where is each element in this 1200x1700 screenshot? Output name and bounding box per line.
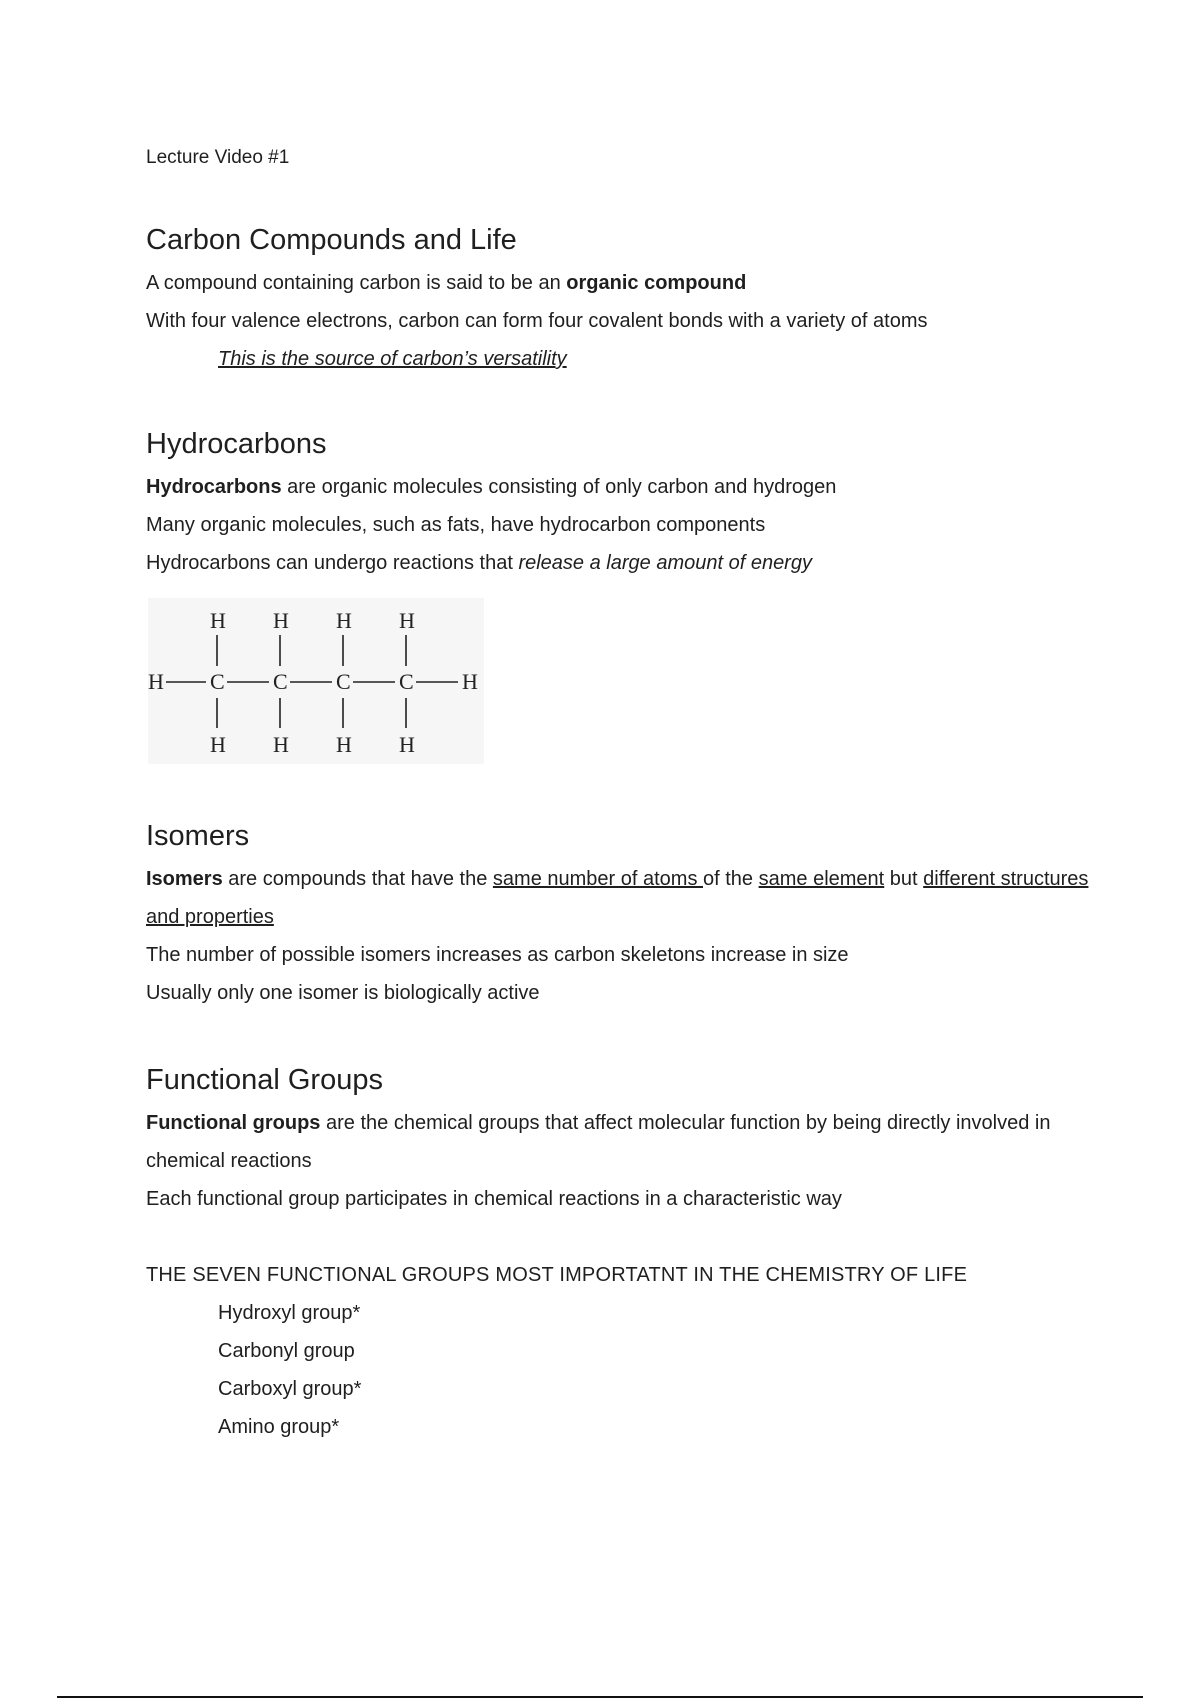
section-title: Hydrocarbons <box>146 428 327 460</box>
hydrogen-atom: H <box>210 608 226 633</box>
hydrogen-atom: H <box>336 732 352 757</box>
text: Hydrocarbons can undergo reactions that <box>146 552 519 574</box>
functional-group-list <box>146 1294 1096 1446</box>
section-hydrocarbons <box>146 426 1096 582</box>
bold-term: organic compound <box>566 272 747 294</box>
bold-term: Isomers <box>146 868 223 890</box>
section-title: Isomers <box>146 820 250 852</box>
bold-term: Hydrocarbons <box>146 476 282 498</box>
text: are compounds that have the <box>222 868 493 890</box>
paragraph: Usually only one isomer is biologically active <box>146 982 540 1004</box>
hydrogen-atom: H <box>148 669 164 694</box>
lecture-label: Lecture Video #1 <box>146 147 290 168</box>
paragraph: Many organic molecules, such as fats, have hydrocarbon components <box>146 514 766 536</box>
emphasis-text: This is the source of carbon’s versatility <box>218 348 567 370</box>
list-item: Hydroxyl group* <box>218 1302 361 1324</box>
paragraph <box>146 264 1096 302</box>
paragraph: Each functional group participates in chemical reactions in a characteristic way <box>146 1188 842 1210</box>
section-title: Functional Groups <box>146 1064 383 1096</box>
list-item: Carbonyl group <box>218 1340 355 1362</box>
paragraph <box>146 860 1096 936</box>
section-isomers <box>146 818 1096 1012</box>
butane-structural-formula <box>148 598 484 764</box>
carbon-atom: C <box>336 669 351 694</box>
carbon-atom: C <box>273 669 288 694</box>
hydrogen-atom: H <box>273 608 289 633</box>
hydrogen-atom: H <box>210 732 226 757</box>
section-title: Carbon Compounds and Life <box>146 224 517 256</box>
hydrogen-atom: H <box>336 608 352 633</box>
text: are the chemical groups that affect molecular function by being directly involved in chemical reactions <box>146 1112 1051 1172</box>
paragraph: With four valence electrons, carbon can form four covalent bonds with a variety of atoms <box>146 310 928 332</box>
section-carbon-compounds <box>146 222 1096 378</box>
underlined-text: different structures and properties <box>146 868 1089 928</box>
carbon-atom: C <box>210 669 225 694</box>
section-functional-groups <box>146 1062 1096 1446</box>
hydrogen-atom: H <box>273 732 289 757</box>
hydrogen-atom: H <box>462 669 478 694</box>
footer-rule <box>57 1696 1143 1698</box>
hydrogen-atom: H <box>399 608 415 633</box>
bold-term: Functional groups <box>146 1112 321 1134</box>
list-item: Amino group* <box>218 1416 340 1438</box>
paragraph <box>146 468 1096 506</box>
text: A compound containing carbon is said to be an <box>146 272 567 294</box>
list-heading: THE SEVEN FUNCTIONAL GROUPS MOST IMPORTATNT IN THE CHEMISTRY OF LIFE <box>146 1264 968 1286</box>
italic-text: release a large amount of energy <box>518 552 812 574</box>
paragraph <box>146 340 1096 378</box>
paragraph <box>146 544 1096 582</box>
paragraph <box>146 1104 1096 1180</box>
carbon-atom: C <box>399 669 414 694</box>
hydrogen-atom: H <box>399 732 415 757</box>
paragraph: The number of possible isomers increases as carbon skeletons increase in size <box>146 944 849 966</box>
text: but <box>884 868 924 890</box>
text: are organic molecules consisting of only carbon and hydrogen <box>281 476 837 498</box>
list-item: Carboxyl group* <box>218 1378 362 1400</box>
underlined-text: same number of atoms <box>492 868 703 890</box>
underlined-text: same element <box>758 868 885 890</box>
text: of the <box>703 868 759 890</box>
